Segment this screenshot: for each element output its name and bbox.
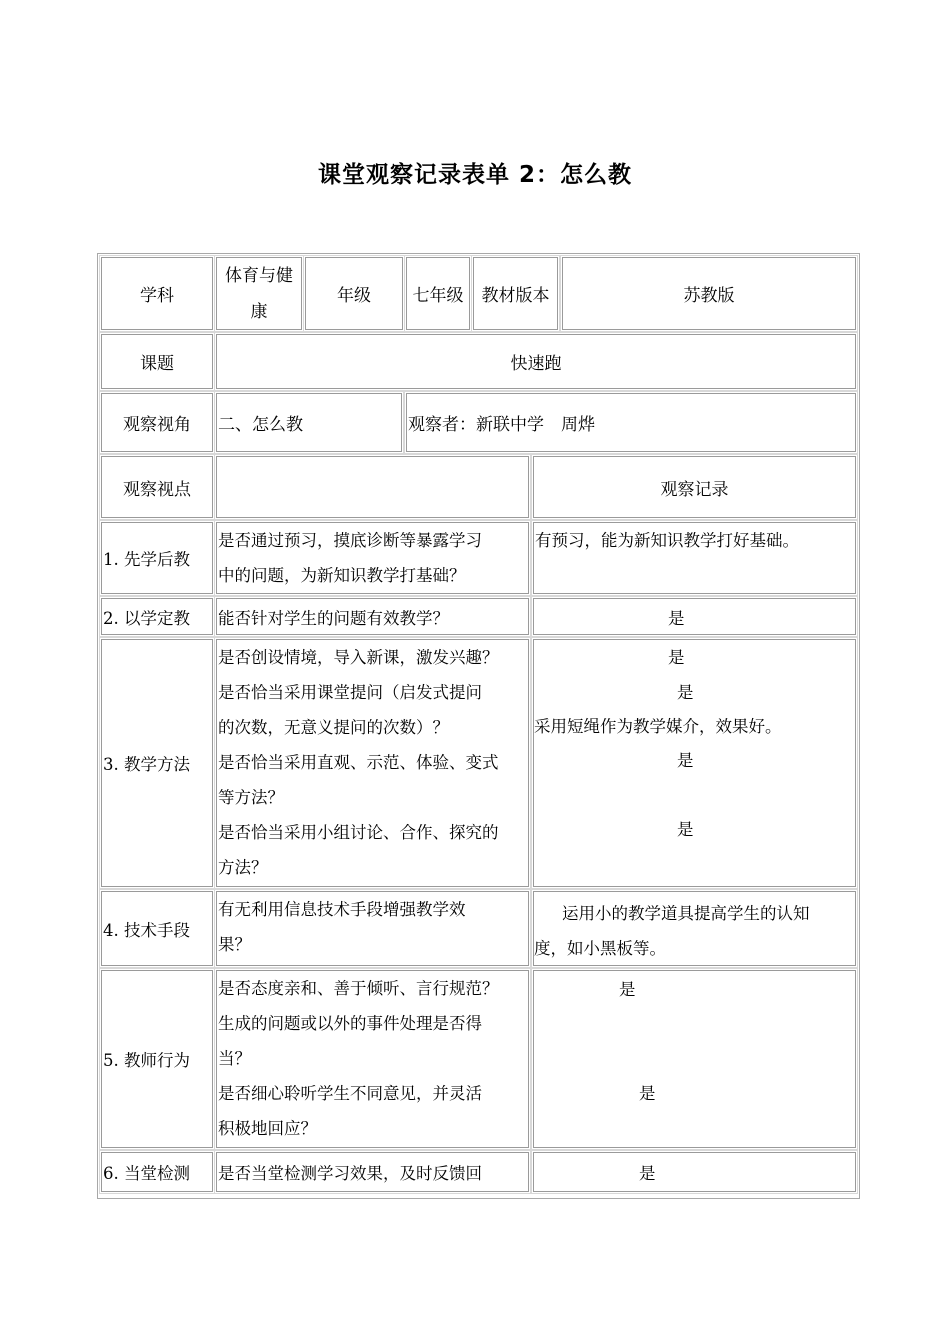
- question-line: 有无利用信息技术手段增强教学效: [218, 900, 466, 919]
- topic-label: 课题: [140, 354, 174, 374]
- edition-label: 教材版本: [481, 286, 550, 306]
- record-line: 是: [668, 648, 685, 667]
- question-line: 当？: [218, 1049, 251, 1068]
- grade-label: 年级: [337, 286, 371, 306]
- record-line: 是: [677, 751, 694, 770]
- point-3: 3. 教学方法: [103, 755, 190, 774]
- perspective-label: 观察视角: [123, 415, 191, 435]
- edition-value-cell: [562, 257, 856, 330]
- subject-value-line2: 康: [250, 301, 268, 322]
- question-cell-5: [216, 970, 529, 1148]
- point-2: 2. 以学定教: [103, 608, 190, 628]
- topic-value-cell: [216, 334, 856, 389]
- question-cell-3: [216, 639, 529, 887]
- subject-label-cell: [101, 257, 213, 330]
- question-cell-1: [216, 522, 529, 594]
- record-cell-3: [533, 639, 856, 887]
- question-line: 是否通过预习，摸底诊断等暴露学习: [218, 531, 482, 550]
- question-line: 是否恰当采用小组讨论、合作、探究的: [218, 823, 499, 842]
- record-line: 是: [619, 980, 636, 999]
- observer-text: 观察者：新联中学 周烨: [408, 415, 595, 435]
- question-line: 是否当堂检测学习效果，及时反馈回: [218, 1164, 482, 1183]
- question-line: 是否细心聆听学生不同意见，并灵活: [218, 1084, 482, 1103]
- edition-value: 苏教版: [683, 286, 735, 306]
- edition-label-cell: [473, 257, 558, 330]
- question-cell-2: [216, 598, 529, 635]
- grade-value-cell: [406, 257, 470, 330]
- point-1: 1. 先学后教: [103, 550, 190, 569]
- observer-cell: [406, 393, 856, 452]
- point-cell-5: [101, 970, 213, 1148]
- point-5: 5. 教师行为: [103, 1051, 190, 1070]
- question-line: 生成的问题或以外的事件处理是否得: [218, 1014, 482, 1033]
- point-cell-2: [101, 598, 213, 635]
- perspective-value-cell: [216, 393, 402, 452]
- subject-value-cell: [216, 257, 302, 330]
- record-line: 度，如小黑板等。: [534, 939, 666, 958]
- point-header: 观察视点: [123, 479, 191, 500]
- point-6: 6. 当堂检测: [103, 1164, 190, 1183]
- record-cell-2: [533, 598, 856, 635]
- topic-value: 快速跑: [510, 354, 562, 374]
- question-line: 果？: [218, 935, 251, 954]
- question-line: 等方法？: [218, 788, 284, 807]
- question-cell-6: [216, 1152, 529, 1192]
- point-cell-1: [101, 522, 213, 594]
- page-title: 课堂观察记录表单 2：怎么教: [317, 162, 632, 188]
- question-line: 是否态度亲和、善于倾听、言行规范？: [218, 979, 499, 998]
- question-header-cell: [216, 456, 529, 518]
- question-line: 是否恰当采用直观、示范、体验、变式: [218, 753, 499, 772]
- subject-value-line1: 体育与健: [225, 265, 293, 286]
- point-cell-4: [101, 891, 213, 966]
- record-line: 有预习，能为新知识教学打好基础。: [535, 531, 799, 550]
- record-cell-5: [533, 970, 856, 1148]
- record-line: 运用小的教学道具提高学生的认知: [562, 904, 810, 923]
- record-line: 采用短绳作为教学媒介，效果好。: [534, 717, 782, 736]
- question-line: 能否针对学生的问题有效教学？: [218, 608, 449, 628]
- question-cell-4: [216, 891, 529, 966]
- grade-value: 七年级: [412, 286, 464, 306]
- subject-label: 学科: [140, 286, 174, 306]
- question-line: 是否创设情境，导入新课，激发兴趣？: [218, 648, 499, 667]
- record-line: 是: [677, 820, 694, 839]
- perspective-value: 二、怎么教: [218, 415, 303, 435]
- question-line: 方法？: [218, 858, 268, 877]
- record-line: 是: [639, 1164, 656, 1183]
- grade-label-cell: [305, 257, 403, 330]
- question-line: 的次数，无意义提问的次数）？: [218, 718, 449, 737]
- point-header-cell: [101, 456, 213, 518]
- record-cell-1: [533, 522, 856, 594]
- question-line: 是否恰当采用课堂提问（启发式提问: [218, 683, 482, 702]
- perspective-label-cell: [101, 393, 213, 452]
- record-header-cell: [533, 456, 856, 518]
- point-cell-3: [101, 639, 213, 887]
- point-4: 4. 技术手段: [103, 920, 190, 940]
- record-line: 是: [677, 683, 694, 702]
- topic-label-cell: [101, 334, 213, 389]
- record-header: 观察记录: [660, 479, 729, 500]
- record-cell-4: [533, 891, 856, 966]
- point-cell-6: [101, 1152, 213, 1192]
- question-line: 中的问题，为新知识教学打基础？: [218, 566, 466, 585]
- record-line: 是: [668, 609, 685, 628]
- record-cell-6: [533, 1152, 856, 1192]
- question-line: 积极地回应？: [218, 1119, 317, 1138]
- record-line: 是: [639, 1084, 656, 1103]
